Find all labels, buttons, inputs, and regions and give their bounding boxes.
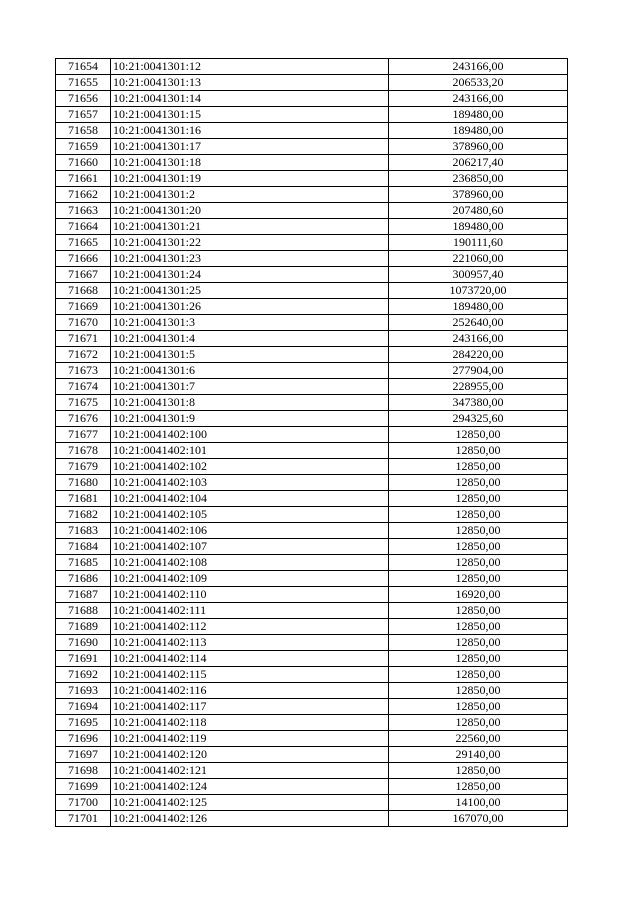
row-number: 71689	[56, 619, 111, 635]
cadastral-number: 10:21:0041402:104	[111, 491, 389, 507]
table-row	[56, 395, 568, 411]
table-row	[56, 683, 568, 699]
row-number: 71691	[56, 651, 111, 667]
cadastral-value-table	[55, 58, 568, 827]
cadastral-number: 10:21:0041402:109	[111, 571, 389, 587]
table-row	[56, 299, 568, 315]
table-row	[56, 267, 568, 283]
cadastral-value: 12850,00	[389, 491, 568, 507]
row-number: 71693	[56, 683, 111, 699]
row-number: 71673	[56, 363, 111, 379]
table-row	[56, 715, 568, 731]
cadastral-number: 10:21:0041301:21	[111, 219, 389, 235]
cadastral-number: 10:21:0041301:8	[111, 395, 389, 411]
row-number: 71690	[56, 635, 111, 651]
row-number: 71654	[56, 59, 111, 75]
cadastral-number: 10:21:0041402:118	[111, 715, 389, 731]
table-row	[56, 155, 568, 171]
table-row	[56, 523, 568, 539]
cadastral-number: 10:21:0041402:113	[111, 635, 389, 651]
table-row	[56, 731, 568, 747]
table-row	[56, 107, 568, 123]
table-row	[56, 651, 568, 667]
cadastral-value: 300957,40	[389, 267, 568, 283]
table-row	[56, 203, 568, 219]
cadastral-value: 189480,00	[389, 219, 568, 235]
cadastral-value: 12850,00	[389, 651, 568, 667]
table-row	[56, 315, 568, 331]
cadastral-value: 284220,00	[389, 347, 568, 363]
row-number: 71669	[56, 299, 111, 315]
row-number: 71700	[56, 795, 111, 811]
cadastral-value: 243166,00	[389, 331, 568, 347]
row-number: 71687	[56, 587, 111, 603]
table-row	[56, 587, 568, 603]
table-row	[56, 427, 568, 443]
table-row	[56, 699, 568, 715]
table-row	[56, 411, 568, 427]
table-row	[56, 187, 568, 203]
row-number: 71670	[56, 315, 111, 331]
cadastral-value: 14100,00	[389, 795, 568, 811]
cadastral-value: 12850,00	[389, 603, 568, 619]
table-body	[56, 59, 568, 827]
cadastral-number: 10:21:0041402:121	[111, 763, 389, 779]
cadastral-value: 12850,00	[389, 539, 568, 555]
cadastral-number: 10:21:0041402:116	[111, 683, 389, 699]
table-row	[56, 763, 568, 779]
cadastral-value: 12850,00	[389, 715, 568, 731]
table-row	[56, 347, 568, 363]
cadastral-value: 294325,60	[389, 411, 568, 427]
cadastral-number: 10:21:0041301:3	[111, 315, 389, 331]
cadastral-number: 10:21:0041402:114	[111, 651, 389, 667]
table-row	[56, 443, 568, 459]
table-row	[56, 75, 568, 91]
cadastral-value: 12850,00	[389, 555, 568, 571]
row-number: 71664	[56, 219, 111, 235]
cadastral-value: 189480,00	[389, 107, 568, 123]
table-row	[56, 635, 568, 651]
cadastral-value: 277904,00	[389, 363, 568, 379]
table-row	[56, 779, 568, 795]
table-row	[56, 251, 568, 267]
cadastral-number: 10:21:0041301:12	[111, 59, 389, 75]
row-number: 71679	[56, 459, 111, 475]
table-row	[56, 59, 568, 75]
cadastral-number: 10:21:0041402:119	[111, 731, 389, 747]
row-number: 71662	[56, 187, 111, 203]
table-row	[56, 795, 568, 811]
table-row	[56, 459, 568, 475]
cadastral-number: 10:21:0041402:103	[111, 475, 389, 491]
cadastral-number: 10:21:0041402:125	[111, 795, 389, 811]
table-row	[56, 571, 568, 587]
document-page	[55, 58, 567, 827]
row-number: 71682	[56, 507, 111, 523]
row-number: 71697	[56, 747, 111, 763]
row-number: 71661	[56, 171, 111, 187]
row-number: 71665	[56, 235, 111, 251]
table-row	[56, 491, 568, 507]
cadastral-number: 10:21:0041301:26	[111, 299, 389, 315]
cadastral-number: 10:21:0041301:19	[111, 171, 389, 187]
row-number: 71680	[56, 475, 111, 491]
cadastral-value: 243166,00	[389, 91, 568, 107]
cadastral-value: 378960,00	[389, 187, 568, 203]
row-number: 71685	[56, 555, 111, 571]
table-row	[56, 603, 568, 619]
cadastral-number: 10:21:0041301:4	[111, 331, 389, 347]
row-number: 71672	[56, 347, 111, 363]
table-row	[56, 363, 568, 379]
table-row	[56, 811, 568, 827]
table-row	[56, 379, 568, 395]
row-number: 71663	[56, 203, 111, 219]
cadastral-number: 10:21:0041301:15	[111, 107, 389, 123]
cadastral-value: 12850,00	[389, 619, 568, 635]
cadastral-number: 10:21:0041402:105	[111, 507, 389, 523]
row-number: 71676	[56, 411, 111, 427]
row-number: 71658	[56, 123, 111, 139]
cadastral-value: 236850,00	[389, 171, 568, 187]
cadastral-number: 10:21:0041301:2	[111, 187, 389, 203]
cadastral-value: 16920,00	[389, 587, 568, 603]
cadastral-value: 12850,00	[389, 763, 568, 779]
cadastral-value: 12850,00	[389, 523, 568, 539]
row-number: 71688	[56, 603, 111, 619]
cadastral-number: 10:21:0041402:124	[111, 779, 389, 795]
cadastral-number: 10:21:0041301:18	[111, 155, 389, 171]
cadastral-number: 10:21:0041402:108	[111, 555, 389, 571]
cadastral-value: 189480,00	[389, 123, 568, 139]
cadastral-number: 10:21:0041301:17	[111, 139, 389, 155]
table-row	[56, 747, 568, 763]
cadastral-value: 22560,00	[389, 731, 568, 747]
table-row	[56, 667, 568, 683]
cadastral-value: 12850,00	[389, 443, 568, 459]
row-number: 71681	[56, 491, 111, 507]
cadastral-number: 10:21:0041301:25	[111, 283, 389, 299]
table-row	[56, 619, 568, 635]
table-row	[56, 555, 568, 571]
table-row	[56, 139, 568, 155]
cadastral-value: 190111,60	[389, 235, 568, 251]
cadastral-number: 10:21:0041301:20	[111, 203, 389, 219]
cadastral-number: 10:21:0041301:7	[111, 379, 389, 395]
cadastral-value: 12850,00	[389, 571, 568, 587]
row-number: 71671	[56, 331, 111, 347]
row-number: 71696	[56, 731, 111, 747]
cadastral-value: 12850,00	[389, 779, 568, 795]
cadastral-value: 12850,00	[389, 475, 568, 491]
row-number: 71695	[56, 715, 111, 731]
cadastral-number: 10:21:0041301:13	[111, 75, 389, 91]
cadastral-value: 12850,00	[389, 635, 568, 651]
row-number: 71659	[56, 139, 111, 155]
cadastral-number: 10:21:0041402:111	[111, 603, 389, 619]
cadastral-value: 12850,00	[389, 427, 568, 443]
row-number: 71694	[56, 699, 111, 715]
cadastral-value: 12850,00	[389, 667, 568, 683]
cadastral-value: 243166,00	[389, 59, 568, 75]
cadastral-number: 10:21:0041301:22	[111, 235, 389, 251]
cadastral-value: 12850,00	[389, 507, 568, 523]
row-number: 71684	[56, 539, 111, 555]
cadastral-value: 12850,00	[389, 699, 568, 715]
cadastral-value: 347380,00	[389, 395, 568, 411]
cadastral-number: 10:21:0041301:9	[111, 411, 389, 427]
row-number: 71678	[56, 443, 111, 459]
row-number: 71699	[56, 779, 111, 795]
cadastral-value: 228955,00	[389, 379, 568, 395]
cadastral-value: 1073720,00	[389, 283, 568, 299]
cadastral-value: 189480,00	[389, 299, 568, 315]
cadastral-value: 12850,00	[389, 459, 568, 475]
cadastral-value: 29140,00	[389, 747, 568, 763]
row-number: 71686	[56, 571, 111, 587]
cadastral-number: 10:21:0041402:100	[111, 427, 389, 443]
table-row	[56, 507, 568, 523]
row-number: 71656	[56, 91, 111, 107]
table-row	[56, 331, 568, 347]
row-number: 71666	[56, 251, 111, 267]
cadastral-number: 10:21:0041301:24	[111, 267, 389, 283]
cadastral-number: 10:21:0041402:107	[111, 539, 389, 555]
row-number: 71677	[56, 427, 111, 443]
cadastral-number: 10:21:0041402:106	[111, 523, 389, 539]
cadastral-number: 10:21:0041402:117	[111, 699, 389, 715]
row-number: 71683	[56, 523, 111, 539]
cadastral-value: 167070,00	[389, 811, 568, 827]
row-number: 71674	[56, 379, 111, 395]
table-row	[56, 219, 568, 235]
row-number: 71660	[56, 155, 111, 171]
cadastral-number: 10:21:0041402:101	[111, 443, 389, 459]
table-row	[56, 171, 568, 187]
row-number: 71667	[56, 267, 111, 283]
row-number: 71655	[56, 75, 111, 91]
cadastral-number: 10:21:0041402:112	[111, 619, 389, 635]
table-row	[56, 539, 568, 555]
cadastral-number: 10:21:0041301:6	[111, 363, 389, 379]
table-row	[56, 91, 568, 107]
cadastral-value: 252640,00	[389, 315, 568, 331]
cadastral-number: 10:21:0041301:23	[111, 251, 389, 267]
row-number: 71675	[56, 395, 111, 411]
cadastral-number: 10:21:0041301:5	[111, 347, 389, 363]
row-number: 71668	[56, 283, 111, 299]
table-row	[56, 475, 568, 491]
table-row	[56, 235, 568, 251]
row-number: 71701	[56, 811, 111, 827]
cadastral-value: 378960,00	[389, 139, 568, 155]
cadastral-number: 10:21:0041301:14	[111, 91, 389, 107]
row-number: 71698	[56, 763, 111, 779]
cadastral-number: 10:21:0041402:110	[111, 587, 389, 603]
cadastral-number: 10:21:0041402:102	[111, 459, 389, 475]
cadastral-number: 10:21:0041402:126	[111, 811, 389, 827]
table-row	[56, 283, 568, 299]
row-number: 71657	[56, 107, 111, 123]
table-row	[56, 123, 568, 139]
row-number: 71692	[56, 667, 111, 683]
cadastral-number: 10:21:0041301:16	[111, 123, 389, 139]
cadastral-value: 12850,00	[389, 683, 568, 699]
cadastral-value: 207480,60	[389, 203, 568, 219]
cadastral-value: 206217,40	[389, 155, 568, 171]
cadastral-number: 10:21:0041402:115	[111, 667, 389, 683]
cadastral-value: 221060,00	[389, 251, 568, 267]
cadastral-number: 10:21:0041402:120	[111, 747, 389, 763]
cadastral-value: 206533,20	[389, 75, 568, 91]
